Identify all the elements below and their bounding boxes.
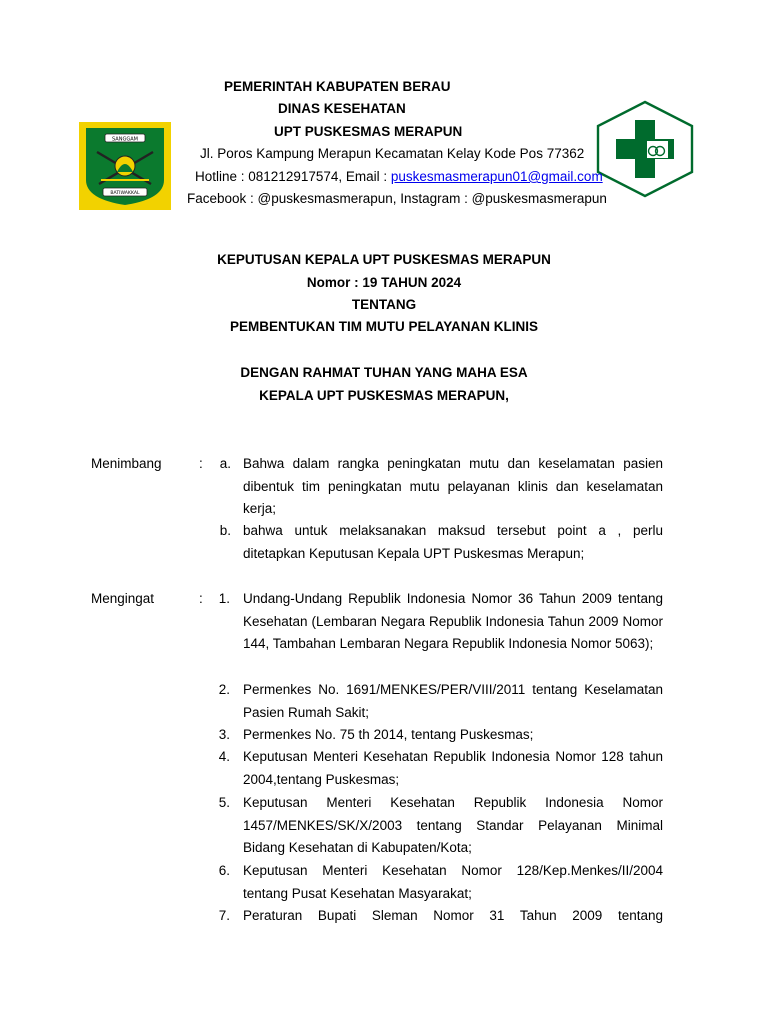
list-marker: 1. <box>218 591 230 606</box>
official-title: KEPALA UPT PUSKESMAS MERAPUN, <box>259 388 509 403</box>
contact-line <box>195 169 603 184</box>
agency-name: DINAS KESEHATAN <box>278 101 406 116</box>
list-item: Permenkes No. 75 th 2014, tentang Puskesmas; <box>243 727 534 742</box>
puskesmas-logo <box>596 100 694 198</box>
menimbang-label: Menimbang <box>91 456 162 471</box>
mengingat-label: Mengingat <box>91 591 155 606</box>
list-item: Bahwa dalam rangka peningkatan mutu dan keselamatan pasien dibentuk tim peningkatan mutu pelayanan klinis dan keselamatan kerja; <box>243 456 663 516</box>
list-marker: 6. <box>218 863 230 878</box>
email-link[interactable]: puskesmasmerapun01@gmail.com <box>390 169 603 184</box>
list-marker: 2. <box>218 682 230 697</box>
list-marker: a. <box>219 456 231 471</box>
list-marker: 7. <box>218 908 230 923</box>
list-item: Permenkes No. 1691/MENKES/PER/VIII/2011 tentang Keselamatan Pasien Rumah Sakit; <box>243 682 663 720</box>
list-marker: b. <box>219 523 231 538</box>
decree-number: Nomor : 19 TAHUN 2024 <box>306 275 462 290</box>
address-line: Jl. Poros Kampung Merapun Kecamatan Kelay Kode Pos 77362 <box>200 146 585 161</box>
emblem-banner-text: SANGGAM <box>112 136 138 143</box>
list-item: Undang-Undang Republik Indonesia Nomor 36 Tahun 2009 tentang Kesehatan (Lembaran Negara Republik Indonesia Tahun 2009 Nomor 144, Tambahan Lembaran Negara Republik Indonesia Nomor 5063); <box>243 591 663 651</box>
list-item: Peraturan Bupati Sleman Nomor 31 Tahun 2009 tentang <box>243 908 663 923</box>
berau-emblem-logo <box>79 122 171 210</box>
menimbang-colon: : <box>199 456 203 471</box>
government-name: PEMERINTAH KABUPATEN BERAU <box>224 79 451 94</box>
hotline-text: Hotline : 081212917574, Email : <box>195 169 391 184</box>
list-item: bahwa untuk melaksanakan maksud tersebut point a , perlu ditetapkan Keputusan Kepala UPT Puskesmas Merapun; <box>243 523 663 561</box>
list-marker: 5. <box>218 795 230 810</box>
list-item: Keputusan Menteri Kesehatan Nomor 128/Kep.Menkes/II/2004 tentang Pusat Kesehatan Masyarakat; <box>243 863 663 901</box>
emblem-ribbon-text: BATIWAKKAL <box>110 191 140 197</box>
decree-subject: PEMBENTUKAN TIM MUTU PELAYANAN KLINIS <box>229 319 538 334</box>
blessing-line: DENGAN RAHMAT TUHAN YANG MAHA ESA <box>240 365 528 380</box>
mengingat-colon: : <box>199 591 203 606</box>
list-item: Keputusan Menteri Kesehatan Republik Indonesia Nomor 128 tahun 2004,tentang Puskesmas; <box>243 749 663 787</box>
list-marker: 4. <box>218 749 230 764</box>
social-media-line: Facebook : @puskesmasmerapun, Instagram : @puskesmasmerapun <box>187 191 607 206</box>
decree-about: TENTANG <box>351 297 417 312</box>
list-item: Keputusan Menteri Kesehatan Republik Indonesia Nomor 1457/MENKES/SK/X/2003 tentang Standar Pelayanan Minimal Bidang Kesehatan di Kabupaten/Kota; <box>243 795 663 855</box>
decree-title: KEPUTUSAN KEPALA UPT PUSKESMAS MERAPUN <box>217 252 551 267</box>
list-marker: 3. <box>218 727 230 742</box>
institution-name: UPT PUSKESMAS MERAPUN <box>274 124 463 139</box>
